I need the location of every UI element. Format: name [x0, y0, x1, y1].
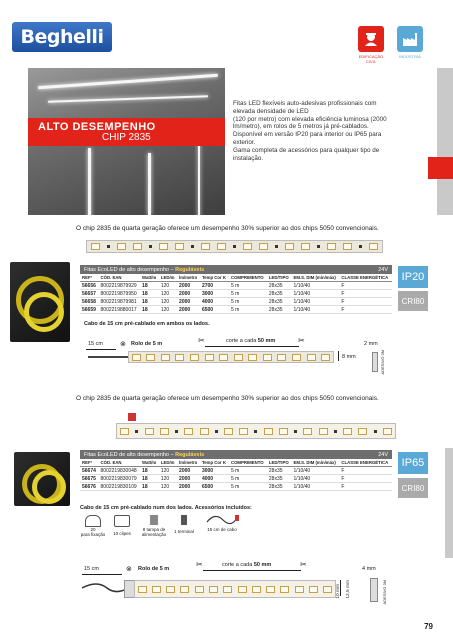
- description-line: Gama completa de acessórios para qualquer tipo de instalação.: [233, 146, 380, 162]
- dim-line: [203, 570, 301, 571]
- cut-value: 50 mm: [253, 562, 272, 568]
- side-bar-bottom: [445, 448, 453, 558]
- description-line: (120 por metro) com elevada eficiência luminosa (2000 lm/metro), em rolos de 5 metros já pré-cablados. Disponível em versão IP20 para interior ou IP65 para exterior.: [233, 115, 387, 146]
- worker-icon: [362, 30, 380, 48]
- accessory-label: para fixação: [80, 532, 106, 537]
- accessory-label: 8 tampa de alimentação: [141, 527, 167, 537]
- civil-badge: [358, 26, 384, 52]
- terminal-icon: [181, 515, 187, 525]
- factory-icon: [401, 30, 419, 48]
- dim-roll-1: Rolo de 5 m: [131, 341, 163, 347]
- adhesive-label-2: ADESIVO 3M: [382, 580, 387, 605]
- accessory-item: [138, 515, 170, 537]
- dim-thickness-2: 4 mm: [362, 566, 376, 572]
- cut-value: 50 mm: [257, 338, 276, 344]
- product-description: [233, 100, 391, 162]
- accessory-item: [108, 515, 136, 536]
- industry-badge: [397, 26, 423, 52]
- dim-cable-1: 15 cm: [88, 341, 103, 347]
- hero-title-bar: [28, 118, 225, 146]
- x-mark-icon: ⊗: [120, 341, 126, 348]
- accessory-item: [170, 515, 198, 534]
- scissors-icon: ✂: [198, 336, 205, 345]
- dim-roll-2: Rolo de 5 m: [138, 566, 170, 572]
- x-mark-icon: ⊗: [126, 566, 132, 573]
- table-head-row: REF° CÓD. EAN Watt/m LED/m lm/metro Temp Cor K COMPRIMENTO LED/TIPO EM.S. DIM (mín/máx) CLASSE ENERGÉTICA: [80, 459, 392, 467]
- accessory-qty: 20: [90, 527, 96, 532]
- accessory-item: [80, 515, 106, 537]
- dim-line: [86, 349, 116, 350]
- table-row: 56656 8002219879929 18 120 2000 2700 5 m 28x35 1/10/40 F: [80, 282, 392, 290]
- accessory-item: [202, 512, 242, 532]
- led-strip-2: [116, 423, 396, 439]
- dim-line: [205, 346, 299, 347]
- dim-cut-1: [226, 338, 275, 344]
- end-cap: [128, 413, 136, 421]
- cri-box: CRI80: [398, 291, 428, 311]
- led-strip-drawing-2: [134, 580, 336, 598]
- voltage-label: 24V: [378, 451, 388, 458]
- ip-rating-box: IP20: [398, 266, 428, 288]
- product-table-ip65: [80, 450, 392, 491]
- scissors-icon: ✂: [196, 560, 203, 569]
- voltage-label: 24V: [378, 266, 388, 273]
- clip-icon: [114, 515, 130, 527]
- cable-wire: [88, 356, 128, 358]
- cri-box: CRI80: [398, 478, 428, 498]
- table-row: 56659 8002219880017 18 120 2000 6500 5 m 28x35 1/10/40 F: [80, 306, 392, 314]
- accessory-label: 10 clipes: [113, 531, 131, 536]
- table-head-row: REF° CÓD. EAN Watt/m LED/m lm/metro Temp Cor K COMPRIMENTO LED/TIPO EM.S. DIM (mín/máx) CLASSE ENERGÉTICA: [80, 274, 392, 282]
- adhesive-label-1: ADESIVO 3M: [380, 350, 385, 375]
- hero-title: ALTO DESEMPENHO: [38, 121, 156, 133]
- led-strip-drawing-1: [128, 351, 334, 363]
- product-image-ip65: [14, 452, 70, 506]
- dim-thickness-1: 2 mm: [364, 341, 378, 347]
- cable-note-1: Cabo de 15 cm pré-cablado em ambos os lados.: [84, 321, 210, 327]
- dim-height-2b: 12,5 mm: [346, 580, 351, 599]
- page-number: 79: [424, 622, 433, 631]
- industry-badge-label: INDÚSTRIA: [399, 54, 421, 59]
- product-image-ip20: [10, 262, 70, 342]
- section-tab: [428, 157, 453, 179]
- table-subtitle: Reguláveis: [175, 451, 205, 458]
- dim-line: [82, 574, 122, 575]
- dim-cable-2: 15 cm: [84, 566, 99, 572]
- table-row: 56658 8002219879981 18 120 2000 4000 5 m 28x35 1/10/40 F: [80, 298, 392, 306]
- cable-icon: [205, 512, 239, 526]
- scissors-icon: ✂: [298, 336, 305, 345]
- ip-rating-box: IP65: [398, 452, 428, 474]
- table-row: 56676 8002219830109 18 120 2000 6500 5 m 28x35 1/10/40 F: [80, 483, 392, 491]
- table-header-bar: Fitas EcoLED de alto desempenho – Reguláveis 24V: [80, 450, 392, 459]
- chip-note-1: O chip 2835 de quarta geração oferece um desempenho 30% superior ao dos chips 5050 convencionais.: [76, 225, 379, 232]
- clip-icon: [85, 515, 101, 527]
- description-line: Fitas LED flexíveis auto-adesivas profissionais com elevada densidade de LED: [233, 100, 377, 115]
- strip-profile-2: [370, 578, 378, 602]
- hero-subtitle: CHIP 2835: [102, 132, 151, 143]
- brand-logo: Beghelli: [12, 22, 112, 52]
- table-header-bar: Fitas EcoLED de alto desempenho – Reguláveis 24V: [80, 265, 392, 274]
- strip-profile-1: [372, 352, 378, 372]
- civil-badge-label: EDIFICAÇÃO CIVIL: [358, 54, 384, 64]
- cut-label: corte a cada: [222, 562, 253, 568]
- table-title: Fitas EcoLED de alto desempenho: [84, 451, 169, 458]
- table-row: 56657 8002219879950 18 120 2000 3000 5 m 28x35 1/10/40 F: [80, 290, 392, 298]
- cable-note-2: Cabo de 15 cm pré-cablado num dos lados. Acessórios incluídos:: [80, 505, 252, 511]
- dim-height-1: 8 mm: [342, 354, 356, 360]
- table-row: 56674 8002219830048 18 120 2000 3000 5 m 28x35 1/10/40 F: [80, 467, 392, 475]
- accessory-label: 1 terminal: [174, 529, 194, 534]
- dim-height-2a: 10 mm: [336, 584, 341, 599]
- scissors-icon: ✂: [300, 560, 307, 569]
- chip-note-2: O chip 2835 de quarta geração oferece um desempenho 30% superior ao dos chips 5050 convencionais.: [76, 395, 379, 402]
- dim-line: [338, 351, 339, 361]
- table-row: 56675 8002219830079 18 120 2000 4000 5 m 28x35 1/10/40 F: [80, 475, 392, 483]
- table-title: Fitas EcoLED de alto desempenho: [84, 266, 169, 273]
- product-table-ip20: [80, 265, 392, 314]
- table-subtitle: Reguláveis: [175, 266, 205, 273]
- cut-label: corte a cada: [226, 338, 257, 344]
- dim-cut-2: [222, 562, 271, 568]
- led-strip-1: [86, 240, 383, 253]
- accessory-label: 15 cm de cabo: [207, 527, 237, 532]
- cap-icon: [150, 515, 158, 525]
- side-bar-top: [437, 68, 453, 215]
